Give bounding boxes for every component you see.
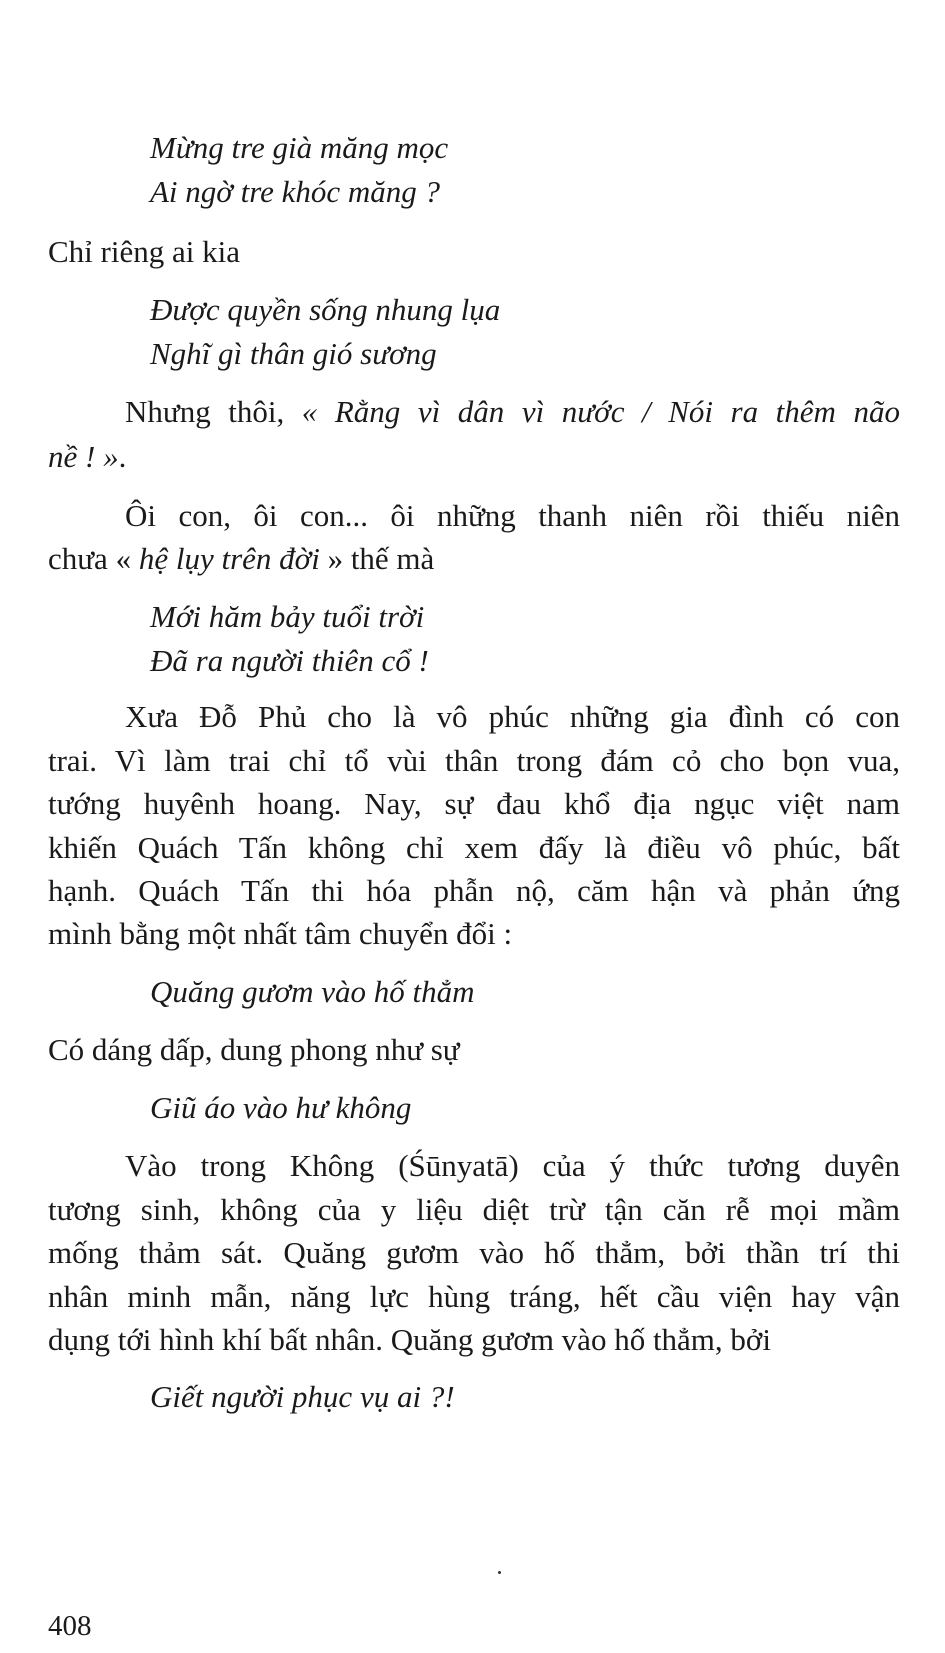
prose-line: Xưa Đỗ Phủ cho là vô phúc những gia đình có con	[125, 699, 900, 734]
verse-line: Mới hăm bảy tuổi trời	[150, 599, 425, 634]
prose-line: tương sinh, không của y liệu diệt trừ tận căn rễ mọi mầm	[48, 1192, 900, 1227]
verse-line: Đã ra người thiên cổ !	[150, 643, 429, 678]
page-number: 408	[48, 1610, 92, 1642]
prose-line	[48, 539, 434, 579]
verse-line: Mừng tre già măng mọc	[150, 130, 449, 165]
prose-line: Ôi con, ôi con... ôi những thanh niên rồi thiếu niên	[125, 498, 900, 533]
quote-italic: hệ lụy trên đời	[138, 541, 320, 576]
verse-line: Giết người phục vụ ai ?!	[150, 1379, 455, 1414]
verse-line: Giũ áo vào hư không	[150, 1090, 412, 1125]
prose-line: hạnh. Quách Tấn thi hóa phẫn nộ, căm hận và phản ứng	[48, 873, 900, 908]
prose-text: .	[118, 439, 127, 474]
prose-text: » thế mà	[319, 541, 435, 576]
prose-line: Vào trong Không (Śūnyatā) của ý thức tương duyên	[125, 1148, 900, 1183]
quote-italic: nề ! »	[48, 439, 119, 474]
quote-italic: « Rằng vì dân vì nước / Nói ra thêm não	[301, 394, 900, 429]
verse-line: Quăng gươm vào hố thẳm	[150, 974, 475, 1009]
verse-line: Được quyền sống nhung lụa	[150, 292, 501, 327]
prose-line: nhân minh mẫn, năng lực hùng tráng, hết cầu viện hay vận	[48, 1279, 900, 1314]
prose-line	[48, 437, 126, 477]
prose-line: mình bằng một nhất tâm chuyển đổi :	[48, 916, 513, 951]
scan-speck	[498, 1571, 501, 1574]
prose-line	[125, 392, 900, 432]
verse-line: Nghĩ gì thân gió sương	[150, 336, 437, 371]
prose-line: Chỉ riêng ai kia	[48, 234, 240, 269]
verse-line: Ai ngờ tre khóc măng ?	[150, 174, 441, 209]
prose-text: chưa «	[48, 541, 139, 576]
prose-line: trai. Vì làm trai chỉ tổ vùi thân trong đám cỏ cho bọn vua,	[48, 743, 900, 778]
prose-line: khiến Quách Tấn không chỉ xem đấy là điều vô phúc, bất	[48, 830, 900, 865]
prose-line: mống thảm sát. Quăng gươm vào hố thẳm, bởi thần trí thi	[48, 1235, 900, 1270]
prose-text: Nhưng thôi,	[125, 394, 302, 429]
prose-line: Có dáng dấp, dung phong như sự	[48, 1032, 460, 1067]
prose-line: dụng tới hình khí bất nhân. Quăng gươm vào hố thẳm, bởi	[48, 1322, 771, 1357]
prose-line: tướng huyênh hoang. Nay, sự đau khổ địa ngục việt nam	[48, 786, 900, 821]
